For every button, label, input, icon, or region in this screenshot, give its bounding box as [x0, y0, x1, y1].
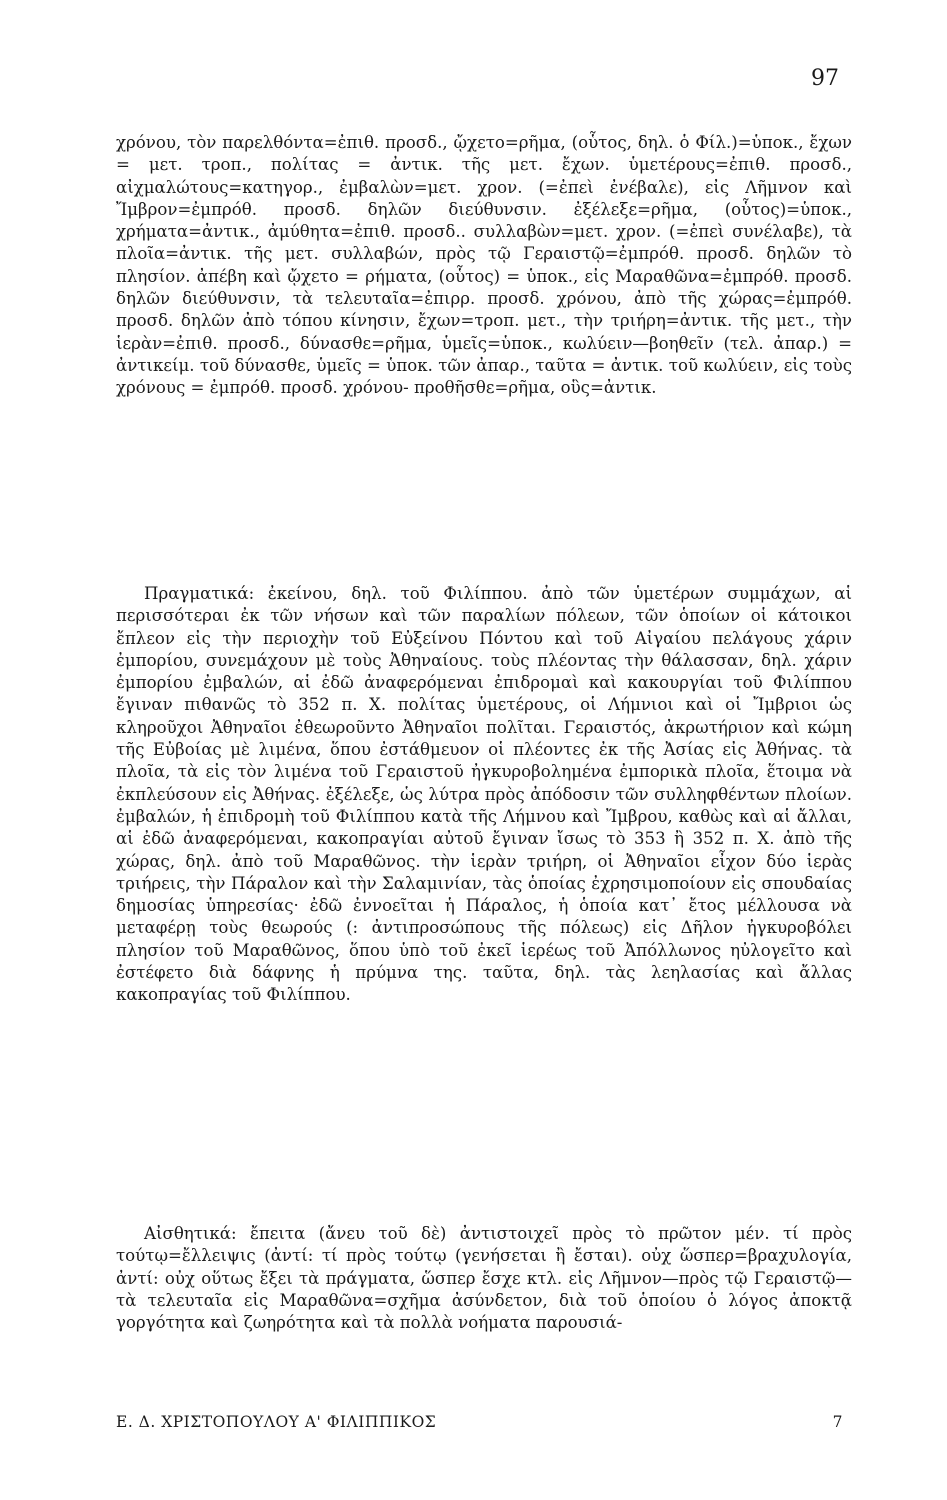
footer-sheet-number: 7 — [832, 1413, 843, 1431]
grammar-notes-paragraph — [116, 132, 852, 400]
page-number: 97 — [811, 66, 839, 91]
historical-notes-text: Πραγματικά: ἐκείνου, δηλ. τοῦ Φιλίππου. ἀπὸ τῶν ὑμετέρων συμμάχων, αἱ περισσότεραι ἐκ τῶν νήσων καὶ τῶν παραλίων πόλεων, τῶν ὁποίων οἱ κάτοικοι ἔπλεον εἰς τὴν περιοχὴν τοῦ Εὐξείνου Πόντου καὶ τοῦ Αἰγαίου πελάγους χάριν ἐμπορίου, συνεμάχουν μὲ τοὺς Ἀθηναίους. τοὺς πλέοντας τὴν θάλασσαν, δηλ. χάριν ἐμπορίου ἐμβαλών, αἱ ἐδῶ ἀναφερόμεναι ἐπιδρομαὶ καὶ κακουργίαι τοῦ Φιλίππου ἔγιναν πιθανῶς τὸ 352 π. Χ. πολίτας ὑμετέρους, οἱ Λήμνιοι καὶ οἱ Ἴμβριοι ὡς κληροῦχοι Ἀθηναῖοι ἐθεωροῦντο Ἀθηναῖοι πολῖται. Γεραιστός, ἀκρωτήριον καὶ κώμη τῆς Εὐβοίας μὲ λιμένα, ὅπου ἐστάθμευον οἱ πλέοντες ἐκ τῆς Ἀσίας εἰς Ἀθήνας. τὰ πλοῖα, τὰ εἰς τὸν λιμένα τοῦ Γεραιστοῦ ἠγκυροβολημένα ἐμπορικὰ πλοῖα, ἕτοιμα νὰ ἐκπλεύσουν εἰς Ἀθήνας. ἐξέλεξε, ὡς λύτρα πρὸς ἀπόδοσιν τῶν συλληφθέντων πλοίων. ἐμβαλών, ἡ ἐπιδρομὴ τοῦ Φιλίππου κατὰ τῆς Λήμνου καὶ Ἴμβρου, καθὼς καὶ αἱ ἄλλαι, αἱ ἐδῶ ἀναφερόμεναι, κακοπραγίαι αὐτοῦ ἔγιναν ἴσως τὸ 353 ἢ 352 π. Χ. ἀπὸ τῆς χώρας, δηλ. ἀπὸ τοῦ Μαραθῶνος. τὴν ἱερὰν τριήρη, οἱ Ἀθηναῖοι εἶχον δύο ἱερὰς τριήρεις, τὴν Πάραλον καὶ τὴν Σαλαμινίαν, τὰς ὁποίας ἐχρησιμοποίουν εἰς σπουδαίας δημοσίας ὑπηρεσίας· ἐδῶ ἐννοεῖται ἡ Πάραλος, ἡ ὁποία κατ᾽ ἔτος μέλλουσα νὰ μεταφέρῃ τοὺς θεωρούς (: ἀντιπροσώπους τῆς πόλεως) εἰς Δῆλον ἠγκυροβόλει πλησίον τοῦ Μαραθῶνος, ὅπου ὑπὸ τοῦ ἐκεῖ ἱερέως τοῦ Ἀπόλλωνος ηὐλογεῖτο καὶ ἐστέφετο διὰ δάφνης ἡ πρύμνα της. ταῦτα, δηλ. τὰς λεηλασίας καὶ ἄλλας κακοπραγίας τοῦ Φιλίππου. — [116, 584, 852, 1005]
footer-signature: Ε. Δ. ΧΡΙΣΤΟΠΟΥΛΟΥ Α' ΦΙΛΙΠΠΙΚΟΣ — [116, 1413, 437, 1431]
aesthetic-notes-text: Αἰσθητικά: ἔπειτα (ἄνευ τοῦ δὲ) ἀντιστοιχεῖ πρὸς τὸ πρῶτον μέν. τί πρὸς τούτῳ=ἔλλειψις (ἀντί: τί πρὸς τούτῳ (γενήσεται ἢ ἔσται). οὐχ ὥσπερ=βραχυλογία, ἀντί: οὐχ οὕτως ἔξει τὰ πράγματα, ὥσπερ ἔσχε κτλ. εἰς Λῆμνον—πρὸς τῷ Γεραιστῷ—τὰ τελευταῖα εἰς Μαραθῶνα=σχῆμα ἀσύνδετον, διὰ τοῦ ὁποίου ὁ λόγος ἀποκτᾷ γοργότητα καὶ ζωηρότητα καὶ τὰ πολλὰ νοήματα παρουσιά- — [116, 1224, 852, 1333]
aesthetic-notes-paragraph — [116, 1223, 852, 1334]
grammar-notes-text: χρόνου, τὸν παρελθόντα=ἐπιθ. προσδ., ᾤχετο=ρῆμα, (οὗτος, δηλ. ὁ Φίλ.)=ὑποκ., ἔχων = μετ. τροπ., πολίτας = ἀντικ. τῆς μετ. ἔχων. ὑμετέρους=ἐπιθ. προσδ., αἰχμαλώτους=κατηγορ., ἐμβαλὼν=μετ. χρον. (=ἐπεὶ ἐνέβαλε), εἰς Λῆμνον καὶ Ἴμβρον=ἐμπρόθ. προσδ. δηλῶν διεύθυνσιν. ἐξέλεξε=ρῆμα, (οὗτος)=ὑποκ., χρήματα=ἀντικ., ἀμύθητα=ἐπιθ. προσδ.. συλλαβὼν=μετ. χρον. (=ἐπεὶ συνέλαβε), τὰ πλοῖα=ἀντικ. τῆς μετ. συλλαβών, πρὸς τῷ Γεραιστῷ=ἐμπρόθ. προσδ. δηλῶν τὸ πλησίον. ἀπέβη καὶ ᾤχετο = ρήματα, (οὗτος) = ὑποκ., εἰς Μαραθῶνα=ἐμπρόθ. προσδ. δηλῶν διεύθυνσιν, τὰ τελευταῖα=ἐπιρρ. προσδ. χρόνου, ἀπὸ τῆς χώρας=ἐμπρόθ. προσδ. δηλῶν ἀπὸ τόπου κίνησιν, ἔχων=τροπ. μετ., τὴν τριήρη=ἀντικ. τῆς μετ., τὴν ἱερὰν=ἐπιθ. προσδ., δύνασθε=ρῆμα, ὑμεῖς=ὑποκ., κωλύειν—βοηθεῖν (τελ. ἀπαρ.) = ἀντικείμ. τοῦ δύνασθε, ὑμεῖς = ὑποκ. τῶν ἀπαρ., ταῦτα = ἀντικ. τοῦ κωλύειν, εἰς τοὺς χρόνους = ἐμπρόθ. προσδ. χρόνου- προθῆσθε=ρῆμα, οὓς=ἀντικ. — [116, 133, 852, 398]
page-footer — [116, 1413, 843, 1431]
historical-notes-paragraph — [116, 583, 852, 1007]
